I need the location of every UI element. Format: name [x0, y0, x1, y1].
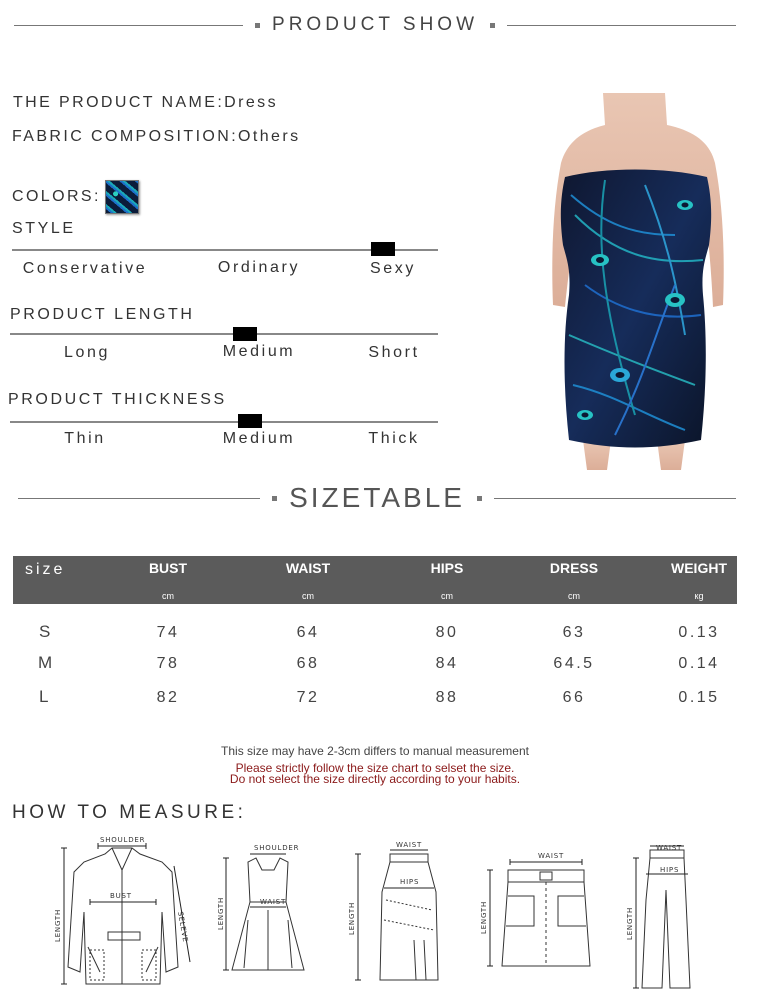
color-swatch-peacock[interactable]: [105, 180, 139, 214]
length-label: LENGTH: [54, 908, 62, 942]
cell-l-weight: 0.15: [678, 689, 720, 706]
cell-s-dress: 63: [562, 624, 586, 641]
row-size-l: L: [39, 687, 49, 706]
cell-m-hips: 84: [435, 655, 459, 672]
dress-waist-label: WAIST: [260, 898, 287, 906]
waist-unit: cm: [302, 591, 314, 601]
skirt-waist-label: WAIST: [396, 841, 423, 849]
shoulder-label: SHOULDER: [100, 836, 146, 844]
product-show-title: PRODUCT SHOW: [272, 14, 478, 35]
weight-unit: кg: [694, 591, 704, 601]
cell-l-dress: 66: [562, 689, 586, 706]
row-size-m: M: [38, 653, 53, 672]
mini-skirt-length-label: LENGTH: [480, 900, 488, 934]
style-option-sexy: Sexy: [370, 260, 416, 277]
style-option-ordinary: Ordinary: [217, 259, 301, 276]
weight-column-header: WEIGHT: [671, 560, 727, 576]
sizetable-title: SIZETABLE: [289, 482, 465, 513]
product-name: THE PRODUCT NAME:Dress: [13, 94, 278, 111]
how-to-measure-heading: HOW TO MEASURE:: [12, 802, 247, 823]
bust-label: BUST: [110, 892, 132, 900]
cell-l-hips: 88: [435, 689, 459, 706]
dress-product-image: [525, 85, 750, 470]
sleeve-label: SELEVE: [176, 910, 190, 944]
dress-shoulder-label: SHOULDER: [254, 844, 300, 852]
thickness-heading: PRODUCT THICKNESS: [8, 391, 227, 408]
product-show-heading: [0, 14, 750, 36]
cell-s-weight: 0.13: [678, 624, 720, 641]
style-option-conservative: Conservative: [22, 260, 148, 277]
colors-label: COLORS:: [12, 188, 101, 205]
cell-m-dress: 64.5: [553, 655, 595, 672]
skirt-hips-label: HIPS: [400, 878, 420, 886]
cell-m-waist: 68: [296, 655, 320, 672]
thickness-option-medium: Medium: [222, 430, 296, 447]
skirt-length-label: LENGTH: [348, 901, 356, 935]
cell-l-waist: 72: [296, 689, 320, 706]
measurement-note: This size may have 2-3cm differs to manual measurement: [221, 744, 529, 758]
pants-length-label: LENGTH: [626, 906, 634, 940]
colors-row: [12, 180, 139, 214]
dress-length-label: LENGTH: [217, 896, 225, 930]
size-column-header: size: [25, 561, 66, 578]
skirt-measure-sketch: [344, 840, 444, 988]
pants-measure-sketch: [624, 840, 704, 992]
size-table-header: [13, 556, 737, 604]
style-heading: STYLE: [12, 220, 76, 237]
hips-unit: cm: [441, 591, 453, 601]
dress-measure-sketch: [218, 840, 318, 985]
cell-s-bust: 74: [156, 624, 180, 641]
thickness-option-thin: Thin: [64, 430, 106, 447]
dress-column-header: DRESS: [549, 560, 599, 576]
row-size-s: S: [39, 622, 51, 641]
fabric-composition: FABRIC COMPOSITION:Others: [12, 128, 301, 145]
length-option-short: Short: [368, 344, 420, 361]
cell-s-hips: 80: [435, 624, 459, 641]
sizetable-heading: [0, 482, 750, 514]
waist-column-header: WAIST: [285, 560, 331, 576]
cell-m-weight: 0.14: [678, 655, 720, 672]
cell-m-bust: 78: [156, 655, 180, 672]
dress-unit: cm: [568, 591, 580, 601]
pants-waist-label: WAIST: [656, 844, 683, 852]
hips-column-header: HIPS: [430, 560, 464, 576]
bust-unit: cm: [162, 591, 174, 601]
thickness-option-thick: Thick: [368, 430, 420, 447]
thickness-scale-line: [10, 421, 438, 423]
length-marker: [233, 327, 257, 341]
mini-skirt-waist-label: WAIST: [538, 852, 565, 860]
mini-skirt-measure-sketch: [478, 846, 608, 976]
pants-hips-label: HIPS: [660, 866, 680, 874]
cell-s-waist: 64: [296, 624, 320, 641]
length-option-medium: Medium: [222, 343, 296, 360]
style-marker: [371, 242, 395, 256]
bust-column-header: BUST: [148, 560, 188, 576]
length-heading: PRODUCT LENGTH: [10, 306, 195, 323]
jacket-measure-sketch: [50, 832, 195, 992]
thickness-marker: [238, 414, 262, 428]
warning-note-2: Do not select the size directly according to your habits.: [229, 772, 521, 786]
warning-note-1: Please strictly follow the size chart to selset the size.: [235, 761, 515, 775]
length-option-long: Long: [64, 344, 110, 361]
cell-l-bust: 82: [156, 689, 180, 706]
length-scale-line: [10, 333, 438, 335]
